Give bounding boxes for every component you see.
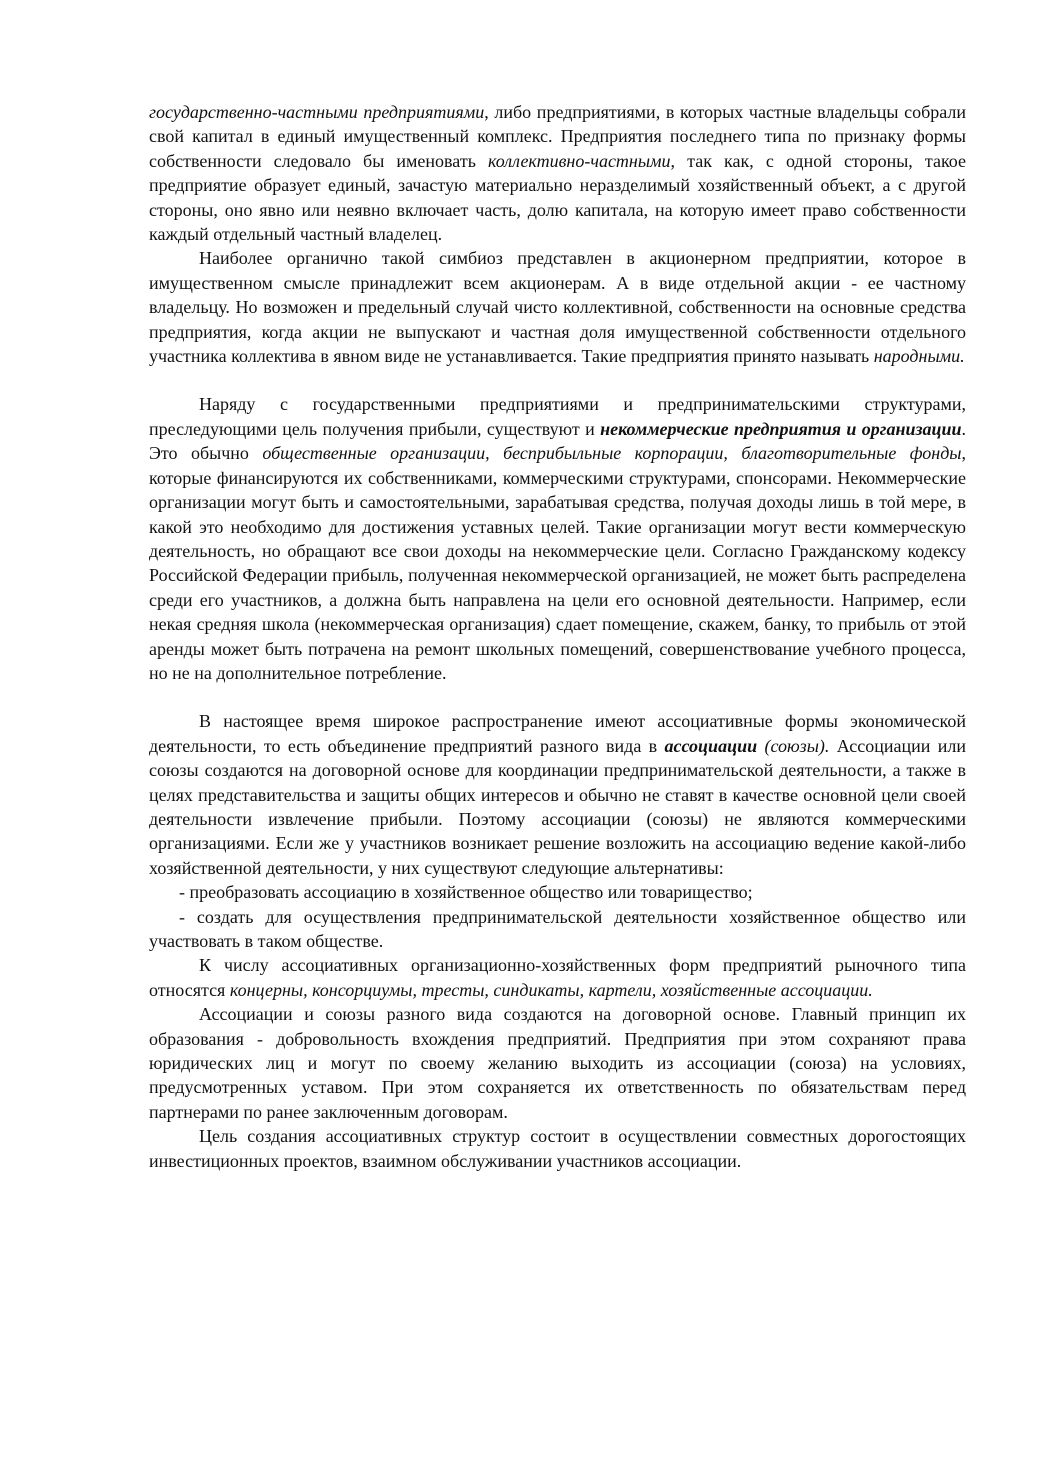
paragraph-2 xyxy=(149,246,966,368)
text: Наиболее органично такой симбиоз представлен в акционерном предприятии, которое в имущественном смысле принадлежит всем акционерам. А в виде отдельной акции - ее частному владельцу. Но возможен и предельный случай чисто коллективной, собственности на основные средства предприятия, когда акции не выпускают и частная доля имущественной собственности отдельного участника коллектива в явном виде не устанавливается. Такие предприятия принято называть xyxy=(149,248,966,367)
text: Ассоциации и союзы разного вида создаются на договорной основе. Главный принцип их образования - добровольность вхождения предприятий. Предприятия при этом сохраняют права юридических лиц и могут по своему желанию выходить из ассоциации (союза) на условиях, предусмотренных уставом. При этом сохраняется их ответственность по обязательствам перед партнерами по ранее заключенным договорам. xyxy=(149,1004,966,1122)
italic-term: концерны, консорциумы, тресты, синдикаты, картели, хозяйственные ассоциации. xyxy=(229,979,873,1000)
text: . Это обычно xyxy=(149,418,967,464)
italic-term: (союзы). xyxy=(757,735,830,756)
text: , либо предприятиями, в которых частные владельцы собрали свой капитал в единый имущественный комплекс. Предприятия последнего типа по признаку формы собственности следовало бы именовать xyxy=(149,102,966,171)
document-page xyxy=(149,100,966,1173)
paragraph-7 xyxy=(149,1124,966,1173)
text: Цель создания ассоциативных структур состоит в осуществлении совместных дорогостоящих инвестиционных проектов, взаимном обслуживании участников ассоциации. xyxy=(149,1126,966,1171)
paragraph-4 xyxy=(149,709,966,880)
text: , так как, с одной стороны, такое предприятие образует единый, зачастую материально неразделимый хозяйственный объект, а с другой стороны, оно явно или неявно включает часть, долю капитала, на которую имеет право собственности каждый отдельный частный владелец. xyxy=(149,150,967,245)
text: , которые финансируются их собственниками, коммерческими структурами, спонсорами. Некоммерческие организации могут быть и самостоятельными, зарабатывая средства, получая доходы лишь в той мере, в какой это необходимо для достижения уставных целей. Такие организации могут вести коммерческую деятельность, но обращают все свои доходы на некоммерческие цели. Согласно Гражданскому кодексу Российской Федерации прибыль, полученная некоммерческой организацией, не может быть распределена среди его участников, а должна быть направлена на цели его основной деятельности. Например, если некая средняя школа (некоммерческая организация) сдает помещение, скажем, банку, то прибыль от этой аренды может быть потрачена на ремонт школьных помещений, совершенствование учебного процесса, но не на дополнительное потребление. xyxy=(149,443,967,683)
paragraph-5 xyxy=(149,953,966,1002)
text: Наряду с государственными предприятиями и предпринимательскими структурами, преследующими цель получения прибыли, существуют и xyxy=(149,394,966,439)
list-item: - преобразовать ассоциацию в хозяйственное общество или товарищество; xyxy=(179,882,753,903)
text: В настоящее время широкое распространение имеют ассоциативные формы экономической деятельности, то есть объединение предприятий разного вида в xyxy=(149,711,966,756)
italic-term: коллективно-частными xyxy=(488,150,671,171)
text: К числу ассоциативных организационно-хозяйственных форм предприятий рыночного типа относятся xyxy=(149,955,966,1000)
italic-term: общественные организации, бесприбыльные корпорации, благотворительные фонды xyxy=(262,443,962,464)
text: Ассоциации или союзы создаются на договорной основе для координации предпринимательской деятельности, а также в целях представительства и защиты общих интересов и обычно не ставят в качестве основной цели своей деятельности извлечение прибыли. Поэтому ассоциации (союзы) не являются коммерческими организациями. Если же у участников возникает решение возложить на ассоциацию ведение какой-либо хозяйственной деятельности, у них существуют следующие альтернативы: xyxy=(149,735,967,878)
paragraph-3 xyxy=(149,392,966,685)
paragraph-6 xyxy=(149,1002,966,1124)
paragraph-1 xyxy=(149,100,966,246)
list-item: - создать для осуществления предпринимательской деятельности хозяйственное общество или участвовать в таком обществе. xyxy=(149,906,966,951)
bold-italic-term: ассоциации xyxy=(664,735,758,756)
italic-term: государственно-частными предприятиями xyxy=(149,102,485,122)
bold-italic-term: некоммерческие предприятия и организации xyxy=(600,418,962,439)
italic-term: народными. xyxy=(873,346,965,367)
